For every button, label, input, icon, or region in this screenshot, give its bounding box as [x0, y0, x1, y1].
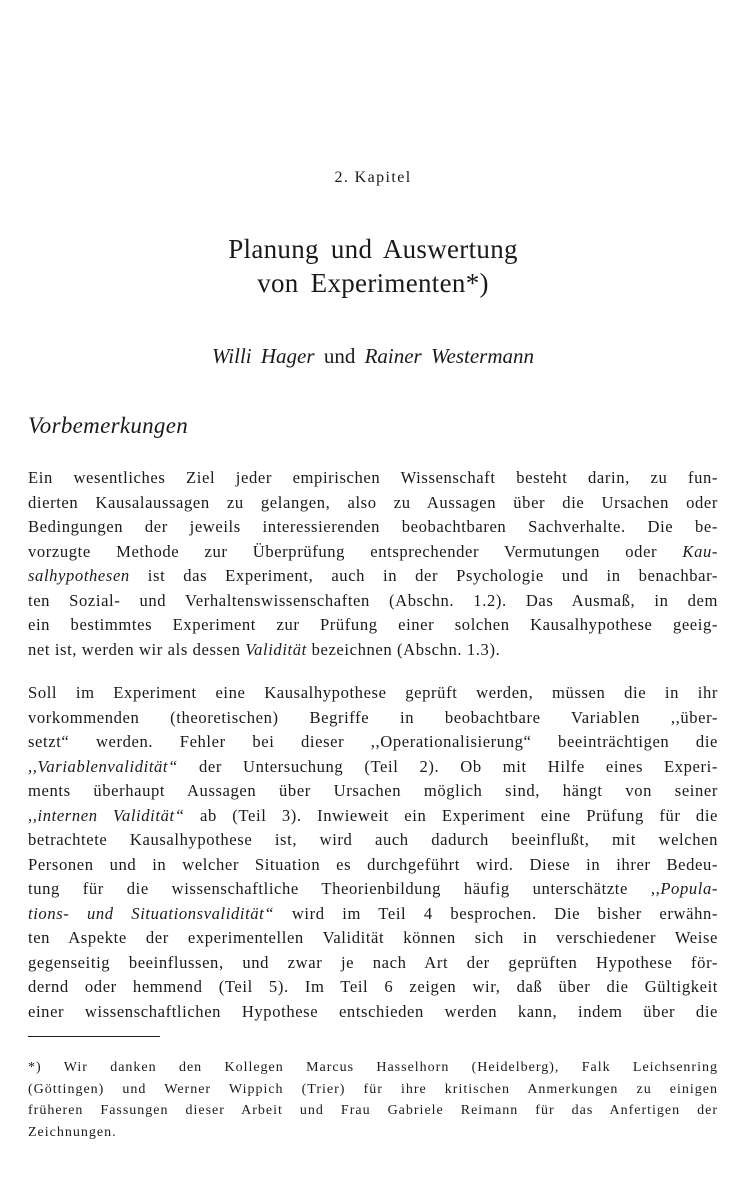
- text-line: [28, 877, 718, 902]
- text-run: gegenseitig beeinflussen, und zwar je nach Art der geprüften Hypothese för-: [28, 952, 718, 972]
- italic-term: ,,internen Validität“: [28, 805, 185, 825]
- text-line: [28, 779, 718, 804]
- footnote-line: Zeichnungen.: [28, 1124, 117, 1140]
- footnote-line: *) Wir danken den Kollegen Marcus Hasselhorn (Heidelberg), Falk Leichsenring: [28, 1060, 718, 1075]
- text-run: tung für die wissenschaftliche Theorienbildung häufig unterschätzte: [28, 879, 651, 898]
- text-line: [28, 926, 718, 951]
- footnote-line: früheren Fassungen dieser Arbeit und Frau Gabriele Reimann für das Anfertigen der: [28, 1103, 718, 1118]
- chapter-label: 2. Kapitel: [334, 169, 412, 186]
- author-line: [0, 342, 746, 370]
- text-run: bezeichnen (Abschn. 1.3).: [306, 639, 501, 659]
- author-conjunction: und: [323, 344, 356, 368]
- text-run: vorkommenden (theoretischen) Begriffe in beobachtbare Variablen ,,über-: [28, 707, 718, 727]
- title-line-2: von Experimenten*): [257, 268, 489, 298]
- text-run: ments überhaupt Aussagen über Ursachen möglich sind, hängt von seiner: [28, 781, 718, 800]
- text-line: [28, 902, 718, 927]
- footnote-line: (Göttingen) und Werner Wippich (Trier) für ihre kritischen Anmerkungen zu einigen: [28, 1081, 718, 1097]
- chapter-title: [0, 232, 746, 300]
- text-run: einer wissenschaftlichen Hypothese entschieden werden kann, indem über die: [28, 1001, 718, 1021]
- text-line: [28, 730, 718, 755]
- text-line: [28, 515, 718, 540]
- text-run: ten Sozial- und Verhaltenswissenschaften (Abschn. 1.2). Das Ausmaß, in dem: [28, 590, 718, 610]
- text-run: vorzugte Methode zur Überprüfung entsprechender Vermutungen oder: [28, 541, 683, 561]
- text-run: betrachtete Kausalhypothese ist, wird auch dadurch beeinflußt, mit welchen: [28, 830, 718, 849]
- text-line: [28, 755, 718, 780]
- text-run: ein bestimmtes Experiment zur Prüfung einer solchen Kausalhypothese geeig-: [28, 615, 718, 634]
- text-line: [28, 613, 718, 638]
- author-name-2: Rainer Westermann: [364, 344, 535, 368]
- text-line: [28, 706, 718, 731]
- text-line: [28, 975, 718, 1000]
- italic-term: ,,Variablenvalidität“: [28, 756, 178, 776]
- text-run: wird im Teil 4 besprochen. Die bisher erwähn-: [274, 903, 718, 923]
- footnote-divider: [28, 1036, 160, 1037]
- author-name-1: Willi Hager: [211, 344, 315, 368]
- italic-term: salhypothesen: [28, 566, 130, 585]
- text-run: dernd oder hemmend (Teil 5). Im Teil 6 zeigen wir, daß über die Gültigkeit: [28, 977, 718, 996]
- text-line: [28, 681, 718, 706]
- text-line: [28, 804, 718, 829]
- title-line-1: Planung und Auswertung: [228, 234, 518, 264]
- text-line: [28, 589, 718, 614]
- text-line: [28, 951, 718, 976]
- text-line: [28, 564, 718, 589]
- text-run: ten Aspekte der experimentellen Validität können sich in verschiedener Weise: [28, 928, 718, 947]
- text-run: Ein wesentliches Ziel jeder empirischen Wissenschaft besteht darin, zu fun-: [28, 468, 718, 487]
- text-run: der Untersuchung (Teil 2). Ob mit Hilfe eines Experi-: [177, 756, 718, 776]
- body-paragraph-1: [28, 466, 718, 662]
- text-run: Soll im Experiment eine Kausalhypothese geprüft werden, müssen die in ihr: [28, 683, 718, 702]
- text-line: [28, 491, 718, 516]
- italic-term: tions- und Situationsvalidität“: [28, 903, 275, 923]
- text-line: [28, 1000, 718, 1025]
- text-line: [28, 853, 718, 878]
- italic-term: Validität: [245, 639, 307, 659]
- text-run: Personen und in welcher Situation es durchgeführt wird. Diese in ihrer Bedeu-: [28, 854, 718, 874]
- text-line: [28, 540, 718, 565]
- text-run: dierten Kausalaussagen zu gelangen, also zu Aussagen über die Ursachen oder: [28, 492, 718, 512]
- text-run: Bedingungen der jeweils interessierenden beobachtbaren Sachverhalte. Die be-: [28, 517, 718, 536]
- footnote: [28, 1057, 718, 1143]
- text-run: ab (Teil 3). Inwieweit ein Experiment eine Prüfung für die: [184, 805, 718, 825]
- text-line: [28, 828, 718, 853]
- text-line: [28, 638, 718, 663]
- text-run: net ist, werden wir als dessen: [28, 639, 246, 659]
- body-paragraph-2: [28, 681, 718, 1024]
- italic-term: ,,Popula-: [650, 879, 718, 898]
- text-line: [28, 466, 718, 491]
- text-run: setzt“ werden. Fehler bei dieser ,,Operationalisierung“ beeinträchtigen die: [28, 732, 718, 751]
- italic-term: Kau-: [682, 541, 718, 561]
- text-run: ist das Experiment, auch in der Psychologie und in benachbar-: [129, 566, 718, 585]
- section-heading: Vorbemerkungen: [28, 413, 189, 438]
